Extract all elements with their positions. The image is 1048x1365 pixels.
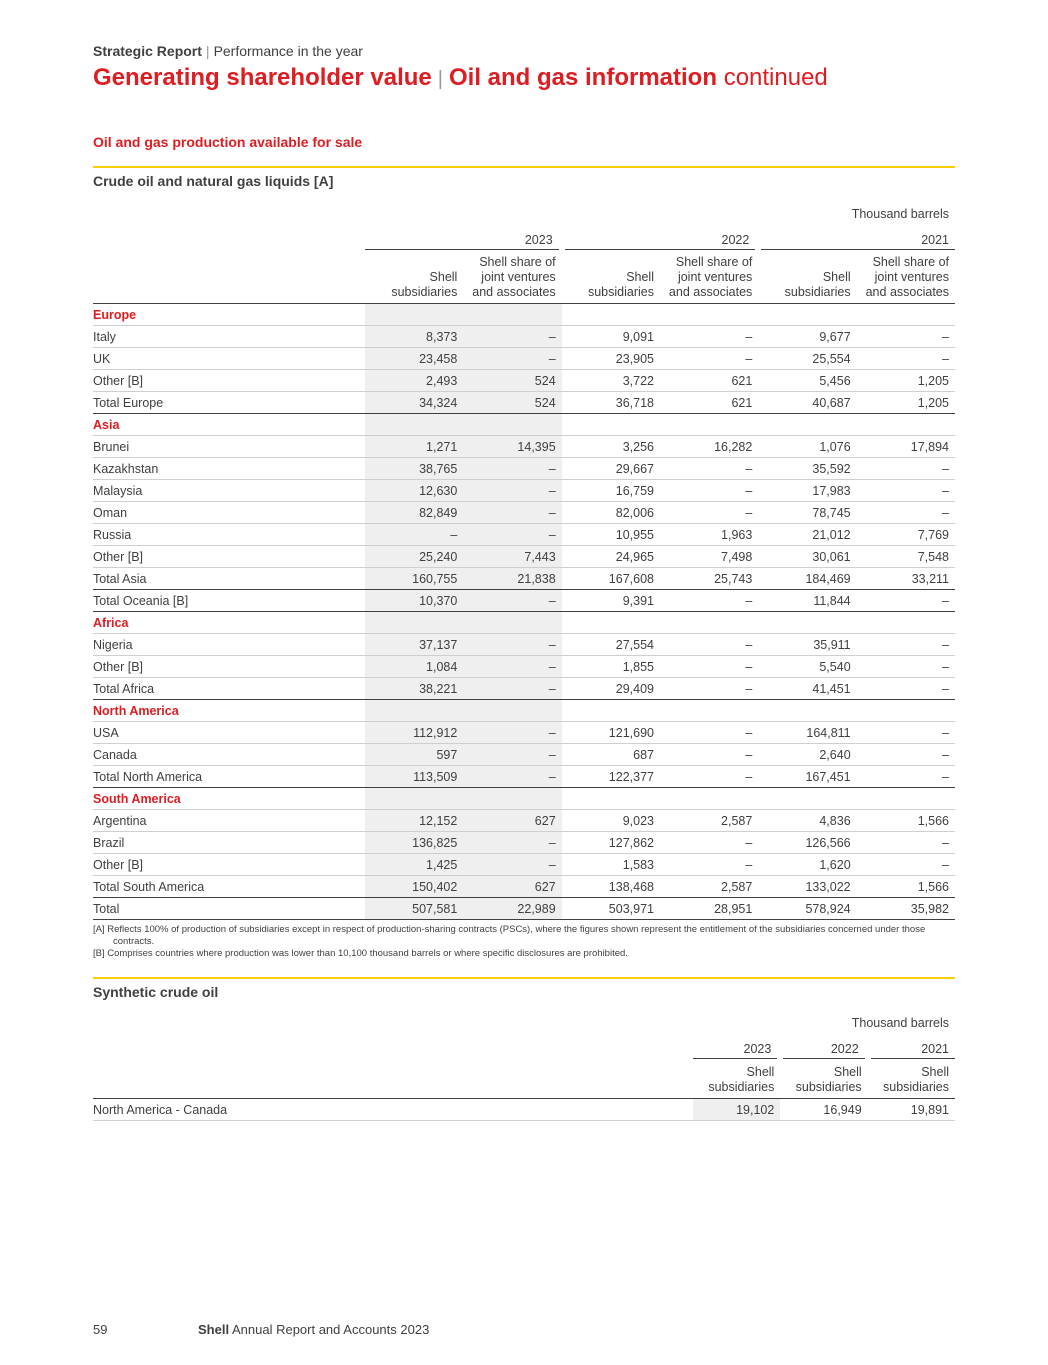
region-header-row <box>93 700 955 722</box>
table-cell <box>463 304 561 326</box>
row-label: Total Oceania [B] <box>93 590 365 612</box>
table-cell: – <box>857 722 955 744</box>
row-label: Total Asia <box>93 568 365 590</box>
crude-year-header: 2022 <box>562 225 759 250</box>
column-header-subsidiaries: Shell subsidiaries <box>562 250 660 304</box>
table-cell: 17,894 <box>857 436 955 458</box>
section-divider <box>93 166 955 168</box>
table-cell: 621 <box>660 392 758 414</box>
table-cell: 38,765 <box>365 458 463 480</box>
table-cell: 122,377 <box>562 766 660 788</box>
table-cell: 27,554 <box>562 634 660 656</box>
table-cell: – <box>463 678 561 700</box>
synthetic-table-body <box>93 1099 955 1121</box>
row-label: Africa <box>93 612 365 634</box>
table-cell: 35,911 <box>758 634 856 656</box>
table-cell <box>758 414 856 436</box>
table-cell: 9,677 <box>758 326 856 348</box>
table-cell <box>857 788 955 810</box>
footer-brand: Shell <box>198 1322 230 1337</box>
region-header-row <box>93 612 955 634</box>
table-cell: 19,891 <box>868 1099 955 1121</box>
table-cell: – <box>463 480 561 502</box>
row-label: Total <box>93 898 365 920</box>
table-cell: – <box>463 524 561 546</box>
table-cell: 10,955 <box>562 524 660 546</box>
table-cell: 3,722 <box>562 370 660 392</box>
total-row <box>93 766 955 788</box>
section-title: Oil and gas production available for sale <box>93 134 363 150</box>
table-cell: 29,409 <box>562 678 660 700</box>
row-label: Oman <box>93 502 365 524</box>
crude-oil-table <box>93 203 955 920</box>
table-cell <box>562 304 660 326</box>
column-header-joint-ventures: Shell share of joint ventures and associates <box>463 250 561 304</box>
row-label: Other [B] <box>93 854 365 876</box>
table-cell <box>463 414 561 436</box>
synthetic-table-title: Synthetic crude oil <box>93 984 219 1000</box>
row-label: Other [B] <box>93 370 365 392</box>
total-row <box>93 876 955 898</box>
crude-unit-label: Thousand barrels <box>851 207 949 221</box>
table-cell: – <box>660 722 758 744</box>
region-header-row <box>93 414 955 436</box>
table-cell <box>562 414 660 436</box>
table-cell: – <box>463 722 561 744</box>
table-cell <box>463 700 561 722</box>
table-cell: 113,509 <box>365 766 463 788</box>
table-row <box>93 810 955 832</box>
table-cell: 82,006 <box>562 502 660 524</box>
table-cell: – <box>463 458 561 480</box>
row-label: South America <box>93 788 365 810</box>
table-cell <box>857 700 955 722</box>
table-cell: 627 <box>463 810 561 832</box>
breadcrumb-section: Strategic Report <box>93 43 202 59</box>
table-row <box>93 348 955 370</box>
table-cell: 1,620 <box>758 854 856 876</box>
table-cell: 2,587 <box>660 810 758 832</box>
table-cell: 10,370 <box>365 590 463 612</box>
table-cell: 14,395 <box>463 436 561 458</box>
table-cell: 25,554 <box>758 348 856 370</box>
table-cell <box>758 304 856 326</box>
table-cell: 41,451 <box>758 678 856 700</box>
table-cell: – <box>857 590 955 612</box>
column-header-subsidiaries: Shell subsidiaries <box>365 250 463 304</box>
table-cell: – <box>660 766 758 788</box>
region-header-row <box>93 788 955 810</box>
row-label: Italy <box>93 326 365 348</box>
table-cell: – <box>660 480 758 502</box>
row-label: UK <box>93 348 365 370</box>
row-label: Malaysia <box>93 480 365 502</box>
table-cell: 35,982 <box>857 898 955 920</box>
crude-table-title: Crude oil and natural gas liquids [A] <box>93 173 334 189</box>
table-cell: 138,468 <box>562 876 660 898</box>
table-cell <box>857 612 955 634</box>
crude-year-header: 2023 <box>365 225 562 250</box>
crude-table-body <box>93 304 955 920</box>
column-header-joint-ventures: Shell share of joint ventures and associates <box>660 250 758 304</box>
table-row <box>93 524 955 546</box>
table-cell: – <box>660 634 758 656</box>
crude-year-header: 2021 <box>758 225 955 250</box>
page-title-part1: Generating shareholder value <box>93 64 432 91</box>
row-label: Total Europe <box>93 392 365 414</box>
table-cell: – <box>660 656 758 678</box>
table-cell: 112,912 <box>365 722 463 744</box>
table-cell <box>660 788 758 810</box>
table-cell: – <box>857 854 955 876</box>
table-cell: 621 <box>660 370 758 392</box>
table-cell: 126,566 <box>758 832 856 854</box>
table-cell: – <box>660 590 758 612</box>
table-cell <box>562 700 660 722</box>
table-cell: 133,022 <box>758 876 856 898</box>
table-cell: 7,769 <box>857 524 955 546</box>
footer-report-name: Annual Report and Accounts 2023 <box>231 1322 430 1337</box>
table-cell: 1,963 <box>660 524 758 546</box>
column-header-subsidiaries: Shell subsidiaries <box>758 250 856 304</box>
table-row <box>93 458 955 480</box>
row-label: USA <box>93 722 365 744</box>
page-footer <box>93 1322 429 1337</box>
synthetic-year-header: 2022 <box>780 1034 867 1059</box>
table-cell: 136,825 <box>365 832 463 854</box>
table-cell: 167,608 <box>562 568 660 590</box>
table-cell: 7,443 <box>463 546 561 568</box>
table-cell: 34,324 <box>365 392 463 414</box>
table-cell: – <box>857 458 955 480</box>
table-cell: – <box>660 832 758 854</box>
footnote: [B] Comprises countries where production was lower than 10,100 thousand barrels or where specific disclosures are prohibited. <box>93 948 628 959</box>
row-label: Asia <box>93 414 365 436</box>
table-cell: – <box>660 458 758 480</box>
table-cell: – <box>857 744 955 766</box>
breadcrumb <box>93 43 363 59</box>
synthetic-unit-label: Thousand barrels <box>851 1016 950 1030</box>
row-label: Nigeria <box>93 634 365 656</box>
row-label: Canada <box>93 744 365 766</box>
table-row <box>93 744 955 766</box>
table-cell: 4,836 <box>758 810 856 832</box>
row-label: Total South America <box>93 876 365 898</box>
table-cell: 17,983 <box>758 480 856 502</box>
breadcrumb-subsection: Performance in the year <box>213 43 363 59</box>
table-row <box>93 480 955 502</box>
table-cell: 22,989 <box>463 898 561 920</box>
table-cell: – <box>660 502 758 524</box>
table-cell: – <box>463 502 561 524</box>
table-cell: 184,469 <box>758 568 856 590</box>
table-cell: – <box>463 590 561 612</box>
table-cell: – <box>857 502 955 524</box>
total-row <box>93 898 955 920</box>
table-row <box>93 370 955 392</box>
table-cell: 23,458 <box>365 348 463 370</box>
table-cell <box>857 304 955 326</box>
column-header-subsidiaries: Shell subsidiaries <box>693 1059 780 1099</box>
table-cell: 127,862 <box>562 832 660 854</box>
breadcrumb-separator: | <box>205 43 210 59</box>
table-cell: 507,581 <box>365 898 463 920</box>
table-cell: – <box>660 678 758 700</box>
table-cell: 5,540 <box>758 656 856 678</box>
row-label: Other [B] <box>93 656 365 678</box>
table-cell: – <box>857 678 955 700</box>
table-cell: 35,592 <box>758 458 856 480</box>
table-cell: – <box>660 326 758 348</box>
synthetic-crude-table <box>93 1012 955 1121</box>
table-row <box>93 854 955 876</box>
table-cell: 164,811 <box>758 722 856 744</box>
table-cell: 1,076 <box>758 436 856 458</box>
table-cell: – <box>463 634 561 656</box>
table-cell: 597 <box>365 744 463 766</box>
table-cell: 24,965 <box>562 546 660 568</box>
table-cell: 30,061 <box>758 546 856 568</box>
table-cell: 167,451 <box>758 766 856 788</box>
table-cell: – <box>857 480 955 502</box>
table-cell: 16,949 <box>780 1099 867 1121</box>
table-cell: 7,498 <box>660 546 758 568</box>
row-label: Europe <box>93 304 365 326</box>
table-cell: – <box>463 832 561 854</box>
page-title-suffix: continued <box>723 64 828 91</box>
table-cell: 524 <box>463 392 561 414</box>
table-cell <box>758 612 856 634</box>
table-row <box>93 634 955 656</box>
table-cell <box>562 788 660 810</box>
table-row <box>93 1099 955 1121</box>
table-cell: 1,583 <box>562 854 660 876</box>
table-cell: 21,838 <box>463 568 561 590</box>
table-cell <box>758 788 856 810</box>
total-row <box>93 678 955 700</box>
table-cell: 16,282 <box>660 436 758 458</box>
table-cell: – <box>857 326 955 348</box>
table-cell: 19,102 <box>693 1099 780 1121</box>
table-cell: 28,951 <box>660 898 758 920</box>
table-cell: 1,271 <box>365 436 463 458</box>
table-cell: 8,373 <box>365 326 463 348</box>
table-row <box>93 546 955 568</box>
table-cell: – <box>463 744 561 766</box>
footnotes <box>93 924 955 960</box>
table-cell: 1,566 <box>857 876 955 898</box>
table-cell: 121,690 <box>562 722 660 744</box>
table-cell: 9,091 <box>562 326 660 348</box>
table-cell: 11,844 <box>758 590 856 612</box>
table-cell: – <box>857 656 955 678</box>
column-header-joint-ventures: Shell share of joint ventures and associates <box>857 250 955 304</box>
table-cell: 627 <box>463 876 561 898</box>
table-cell <box>365 612 463 634</box>
row-label: Total Africa <box>93 678 365 700</box>
table-cell: 5,456 <box>758 370 856 392</box>
table-cell: 29,667 <box>562 458 660 480</box>
section-divider <box>93 977 955 979</box>
table-cell: 9,391 <box>562 590 660 612</box>
table-cell: 7,548 <box>857 546 955 568</box>
table-cell: 1,084 <box>365 656 463 678</box>
synthetic-year-header: 2023 <box>693 1034 780 1059</box>
table-cell: 82,849 <box>365 502 463 524</box>
table-cell: – <box>463 766 561 788</box>
table-cell: 503,971 <box>562 898 660 920</box>
table-cell: – <box>660 854 758 876</box>
table-cell: 1,205 <box>857 392 955 414</box>
table-cell: – <box>463 348 561 370</box>
total-row <box>93 590 955 612</box>
table-cell: 16,759 <box>562 480 660 502</box>
table-cell: 78,745 <box>758 502 856 524</box>
table-row <box>93 832 955 854</box>
table-cell: 150,402 <box>365 876 463 898</box>
table-cell: 578,924 <box>758 898 856 920</box>
table-cell <box>660 304 758 326</box>
table-cell: 25,240 <box>365 546 463 568</box>
table-cell <box>463 788 561 810</box>
table-cell <box>365 414 463 436</box>
page-number: 59 <box>93 1322 108 1337</box>
title-separator: | <box>437 68 443 90</box>
row-label: Russia <box>93 524 365 546</box>
table-cell: 160,755 <box>365 568 463 590</box>
table-cell: 12,152 <box>365 810 463 832</box>
table-cell <box>660 700 758 722</box>
table-cell: 2,587 <box>660 876 758 898</box>
table-row <box>93 656 955 678</box>
column-header-subsidiaries: Shell subsidiaries <box>780 1059 867 1099</box>
table-cell: 36,718 <box>562 392 660 414</box>
table-row <box>93 722 955 744</box>
table-cell: 687 <box>562 744 660 766</box>
page-title-part2: Oil and gas information <box>448 64 718 91</box>
table-cell <box>365 304 463 326</box>
footnote: [A] Reflects 100% of production of subsidiaries except in respect of production-sharing contracts (PSCs), where the figures shown represent the entitlement of the subsidiaries concerned under those contracts. <box>93 924 926 947</box>
total-row <box>93 568 955 590</box>
table-cell: 2,493 <box>365 370 463 392</box>
table-cell: 524 <box>463 370 561 392</box>
table-cell <box>562 612 660 634</box>
table-cell: 1,205 <box>857 370 955 392</box>
table-cell: – <box>857 348 955 370</box>
table-cell: 12,630 <box>365 480 463 502</box>
page-title <box>93 64 828 92</box>
row-label: Brunei <box>93 436 365 458</box>
table-cell: 3,256 <box>562 436 660 458</box>
table-cell: – <box>857 766 955 788</box>
table-cell: 1,425 <box>365 854 463 876</box>
table-cell <box>365 700 463 722</box>
table-cell: 21,012 <box>758 524 856 546</box>
table-cell: 25,743 <box>660 568 758 590</box>
table-cell <box>660 414 758 436</box>
table-row <box>93 436 955 458</box>
total-row <box>93 392 955 414</box>
table-cell: 40,687 <box>758 392 856 414</box>
row-label: Kazakhstan <box>93 458 365 480</box>
table-cell: 9,023 <box>562 810 660 832</box>
table-row <box>93 502 955 524</box>
table-cell: – <box>857 634 955 656</box>
table-cell <box>660 612 758 634</box>
table-row <box>93 326 955 348</box>
row-label: North America - Canada <box>93 1099 693 1121</box>
column-header-subsidiaries: Shell subsidiaries <box>868 1059 955 1099</box>
table-cell: 1,566 <box>857 810 955 832</box>
row-label: Total North America <box>93 766 365 788</box>
table-cell: 23,905 <box>562 348 660 370</box>
row-label: Other [B] <box>93 546 365 568</box>
table-cell: – <box>463 656 561 678</box>
table-cell <box>758 700 856 722</box>
synthetic-year-header: 2021 <box>868 1034 955 1059</box>
row-label: Argentina <box>93 810 365 832</box>
table-cell: – <box>365 524 463 546</box>
table-cell: 33,211 <box>857 568 955 590</box>
table-cell: 37,137 <box>365 634 463 656</box>
table-cell <box>365 788 463 810</box>
region-header-row <box>93 304 955 326</box>
table-cell <box>857 414 955 436</box>
table-cell: 38,221 <box>365 678 463 700</box>
table-cell: – <box>463 854 561 876</box>
table-cell: – <box>660 348 758 370</box>
row-label: Brazil <box>93 832 365 854</box>
table-cell: 2,640 <box>758 744 856 766</box>
table-cell: – <box>857 832 955 854</box>
table-cell <box>463 612 561 634</box>
table-cell: – <box>463 326 561 348</box>
table-cell: – <box>660 744 758 766</box>
row-label: North America <box>93 700 365 722</box>
table-cell: 1,855 <box>562 656 660 678</box>
